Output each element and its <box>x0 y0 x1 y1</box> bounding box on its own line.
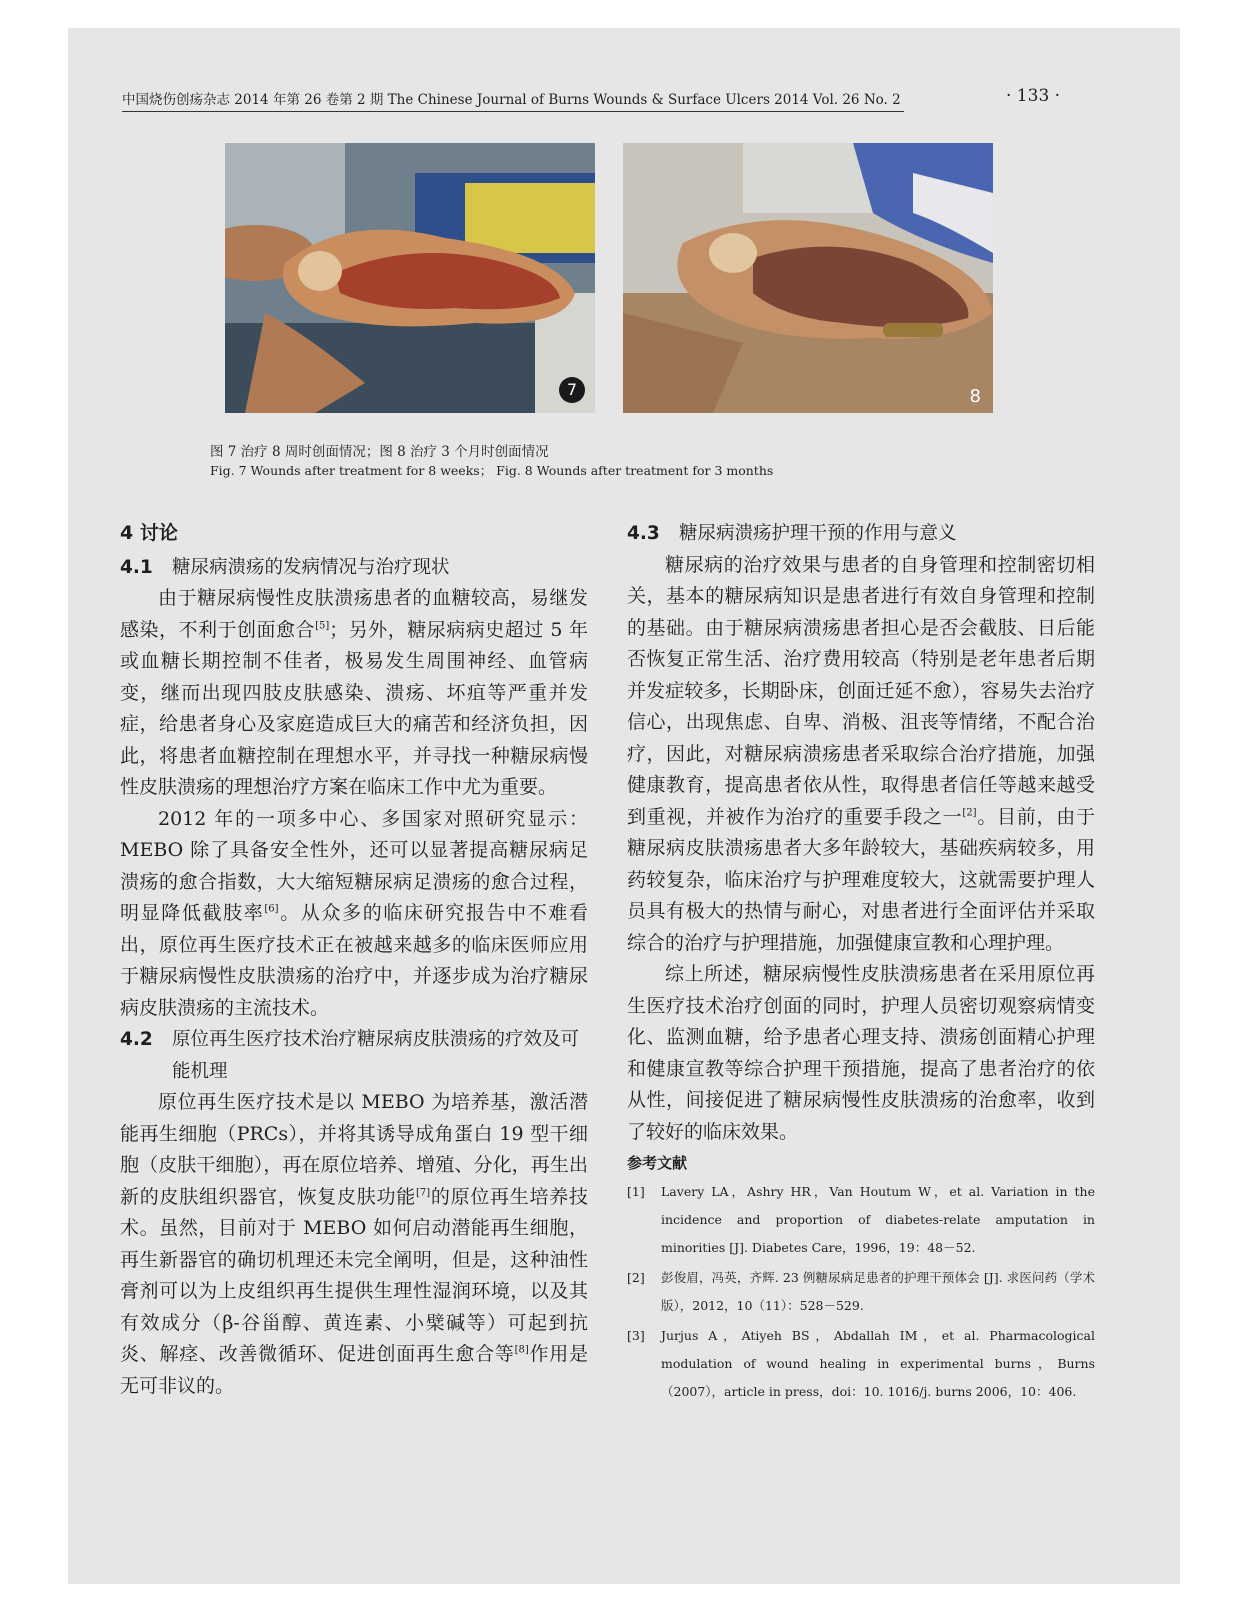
paragraph-text: 。目前，由于糖尿病皮肤溃疡患者大多年龄较大，基础疾病较多，用药较复杂，临床治疗与护理难度较大，这就需要护理人员具有极大的热情与耐心，对患者进行全面评估并采取综合的治疗与护理措施，加强健康宣教和心理护理。 <box>627 805 1095 954</box>
page-number: · 133 · <box>1006 86 1061 106</box>
figure-7-number-badge: 7 <box>559 377 585 403</box>
figure-8-photo <box>623 143 993 413</box>
section-number: 4.2 <box>120 1029 153 1050</box>
reference-item <box>627 1264 1095 1320</box>
section-4-1-heading <box>120 552 588 584</box>
citation: [7] <box>415 1187 431 1199</box>
references-heading: 参考文献 <box>627 1154 688 1172</box>
section-4-2-heading <box>120 1024 588 1087</box>
paragraph-text: 的原位再生培养技术。虽然，目前对于 MEBO 如何启动潜能再生细胞，再生新器官的确切机理还未完全阐明，但是，这种油性膏剂可以为上皮组织再生提供生理性湿润环境，以及其有效成分（β-谷甾醇、黄连素、小檗碱等）可起到抗炎、解痉、改善微循环、促进创面再生愈合等 <box>120 1185 588 1365</box>
right-column <box>627 518 1095 1408</box>
citation: [8] <box>514 1344 529 1356</box>
section-4-heading: 4 讨论 <box>120 522 178 544</box>
section-number: 4.3 <box>627 523 660 544</box>
running-header: 中国烧伤创疡杂志 2014 年第 26 卷第 2 期 The Chinese Journal of Burns Wounds & Surface Ulcers 2014 Vol. 26 No. 2 <box>122 88 904 112</box>
paragraph-text: 糖尿病的治疗效果与患者的自身管理和控制密切相关，基本的糖尿病知识是患者进行有效自身管理和控制的基础。由于糖尿病溃疡患者担心是否会截肢、日后能否恢复正常生活、治疗费用较高（特别是老年患者后期并发症较多，长期卧床，创面迁延不愈），容易失去治疗信心，出现焦虑、自卑、消极、沮丧等情绪，不配合治疗，因此，对糖尿病溃疡患者采取综合治疗措施，加强健康教育，提高患者依从性，取得患者信任等越来越受到重视，并被作为治疗的重要手段之一 <box>627 553 1095 828</box>
paragraph-text: 。从众多的临床研究报告中不难看出，原位再生医疗技术正在被越来越多的临床医师应用于糖尿病慢性皮肤溃疡的治疗中，并逐步成为治疗糖尿病皮肤溃疡的主流技术。 <box>120 902 588 1019</box>
figure-caption-chinese: 图 7 治疗 8 周时创面情况；图 8 治疗 3 个月时创面情况 <box>210 444 549 460</box>
reference-number: [1] <box>627 1184 645 1199</box>
paragraph: 综上所述，糖尿病慢性皮肤溃疡患者在采用原位再生医疗技术治疗创面的同时，护理人员密切观察病情变化、监测血糖，给予患者心理支持、溃疡创面精心护理和健康宣教等综合护理干预措施，提高了患者治疗的依从性，间接促进了糖尿病慢性皮肤溃疡的治愈率，收到了较好的临床效果。 <box>627 963 1095 1143</box>
section-4-3-heading <box>627 518 1095 550</box>
reference-text: Jurjus A，Atiyeh BS，Abdallah IM，et al. Pharmacological modulation of wound healing in experimental burns，Burns（2007），article in press，doi：10. 1016/j. burns 2006，10：406. <box>661 1328 1095 1399</box>
reference-number: [2] <box>627 1270 645 1285</box>
reference-text: 彭俊眉，冯英，齐辉. 23 例糖尿病足患者的护理干预体会 [J]. 求医问药（学术版），2012，10（11）：528－529. <box>661 1270 1095 1313</box>
figure-caption-english: Fig. 7 Wounds after treatment for 8 weeks； Fig. 8 Wounds after treatment for 3 months <box>210 463 774 478</box>
section-title: 原位再生医疗技术治疗糖尿病皮肤溃疡的疗效及可能机理 <box>172 1029 580 1082</box>
wound-photo-illustration <box>225 143 595 413</box>
paragraph-text: 作用是无可非议的。 <box>120 1343 588 1397</box>
citation: [2] <box>962 807 977 819</box>
paragraph-text: 由于糖尿病慢性皮肤溃疡患者的血糖较高，易继发感染，不利于创面愈合 <box>120 587 588 641</box>
wound-photo-illustration <box>623 143 993 413</box>
section-number: 4.1 <box>120 556 153 578</box>
paragraph <box>120 1087 588 1402</box>
figure-7-photo <box>225 143 595 413</box>
paragraph <box>120 583 588 804</box>
left-column <box>120 518 588 1402</box>
reference-number: [3] <box>627 1328 645 1343</box>
citation: [6] <box>264 903 279 915</box>
reference-item <box>627 1322 1095 1406</box>
citation: [5] <box>315 620 330 632</box>
paragraph-text: 原位再生医疗技术是以 MEBO 为培养基，激活潜能再生细胞（PRCs），并将其诱导成角蛋白 19 型干细胞（皮肤干细胞），再在原位培养、增殖、分化，再生出新的皮肤组织器官，恢复皮肤功能 <box>120 1091 588 1208</box>
reference-item <box>627 1178 1095 1262</box>
paragraph-text: 2012 年的一项多中心、多国家对照研究显示：MEBO 除了具备安全性外，还可以显著提高糖尿病足溃疡的愈合指数，大大缩短糖尿病足溃疡的愈合过程，明显降低截肢率 <box>120 807 588 924</box>
figure-8-number-label: 8 <box>969 386 981 407</box>
paragraph <box>627 550 1095 960</box>
section-title: 糖尿病溃疡的发病情况与治疗现状 <box>172 556 450 578</box>
section-title: 糖尿病溃疡护理干预的作用与意义 <box>679 523 957 544</box>
paragraph-text: ；另外，糖尿病病史超过 5 年或血糖长期控制不佳者，极易发生周围神经、血管病变，继而出现四肢皮肤感染、溃疡、坏疽等严重并发症，给患者身心及家庭造成巨大的痛苦和经济负担，因此，将患者血糖控制在理想水平，并寻找一种糖尿病慢性皮肤溃疡的理想治疗方案在临床工作中尤为重要。 <box>120 618 588 798</box>
reference-text: Lavery LA，Ashry HR，Van Houtum W，et al. Variation in the incidence and proportion of diabetes-relate amputation in minorities [J]. Diabetes Care，1996，19：48－52. <box>661 1184 1095 1255</box>
paragraph <box>120 804 588 1025</box>
